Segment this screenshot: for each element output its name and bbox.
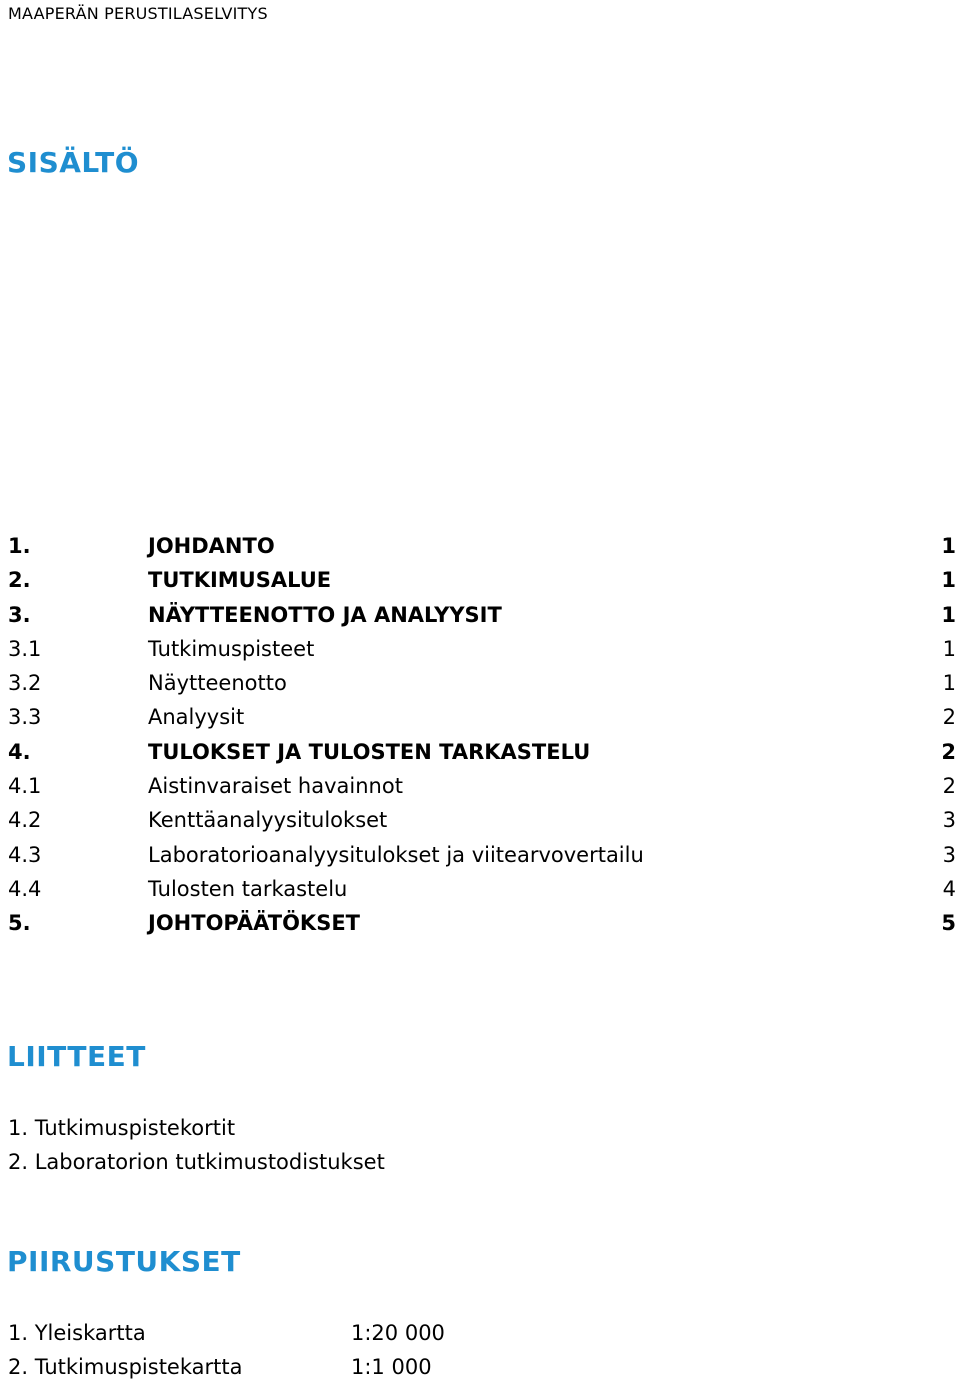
toc-entry-johtopaatokset[interactable] [8, 906, 956, 940]
appendix-item[interactable] [8, 1145, 948, 1179]
appendix-item[interactable] [8, 1111, 948, 1145]
drawing-item-scale: 1:1 000 [351, 1355, 432, 1380]
toc-entry-page: 1 [942, 636, 956, 661]
drawings-list [8, 1316, 948, 1385]
toc-entry-aistinvaraiset-havainnot[interactable] [8, 769, 956, 803]
toc-entry-title: Laboratorioanalyysitulokset ja viitearvovertailu [148, 842, 644, 867]
toc-entry-number: 4.4 [8, 876, 42, 901]
toc-entry-title: Näytteenotto [148, 671, 287, 696]
toc-entry-page: 2 [941, 739, 956, 764]
toc-entry-naytteenotto-ja-analyysit[interactable] [8, 598, 956, 632]
toc-entry-title: TULOKSET JA TULOSTEN TARKASTELU [148, 739, 591, 764]
toc-entry-number: 3.1 [8, 636, 42, 661]
drawing-item[interactable] [8, 1350, 948, 1384]
toc-entry-page: 5 [941, 911, 956, 936]
toc-entry-title: TUTKIMUSALUE [148, 568, 332, 593]
toc-entry-page: 1 [941, 568, 956, 593]
appendices-heading: LIITTEET [7, 1040, 146, 1073]
toc-entry-number: 4.2 [8, 808, 42, 833]
running-header: MAAPERÄN PERUSTILASELVITYS [8, 4, 268, 23]
toc-entry-tulokset[interactable] [8, 735, 956, 769]
toc-entry-title: Analyysit [148, 705, 245, 730]
toc-entry-title: Tutkimuspisteet [148, 636, 315, 661]
toc-entry-title: Aistinvaraiset havainnot [148, 774, 403, 799]
toc-entry-number: 4.3 [8, 842, 42, 867]
toc-entry-page: 1 [942, 671, 956, 696]
toc-entry-tulosten-tarkastelu[interactable] [8, 872, 956, 906]
appendix-item-title: 1. Tutkimuspistekortit [8, 1116, 236, 1140]
drawing-item-title: 1. Yleiskartta [8, 1321, 146, 1345]
toc-entry-number: 2. [8, 568, 31, 593]
contents-heading: SISÄLTÖ [7, 146, 140, 179]
toc-entry-page: 3 [942, 842, 956, 867]
drawing-item-scale: 1:20 000 [351, 1321, 445, 1345]
toc-entry-number: 1. [8, 534, 31, 558]
toc-entry-number: 4. [8, 739, 31, 764]
toc-entry-number: 3.2 [8, 671, 42, 696]
toc-entry-page: 1 [941, 534, 956, 558]
toc-entry-title: Kenttäanalyysitulokset [148, 808, 388, 833]
toc-entry-page: 4 [942, 876, 956, 901]
drawing-item-title: 2. Tutkimuspistekartta [8, 1355, 243, 1380]
toc-entry-title: NÄYTTEENOTTO JA ANALYYSIT [148, 602, 502, 627]
toc-entry-kenttaanalyysitulokset[interactable] [8, 803, 956, 837]
drawing-item[interactable] [8, 1316, 948, 1350]
table-of-contents [8, 529, 956, 941]
drawings-heading: PIIRUSTUKSET [7, 1245, 241, 1278]
toc-entry-analyysit[interactable] [8, 700, 956, 734]
toc-entry-number: 3.3 [8, 705, 42, 730]
toc-entry-johdanto[interactable] [8, 529, 956, 563]
toc-entry-number: 5. [8, 911, 31, 936]
toc-entry-laboratorioanalyysitulokset[interactable] [8, 838, 956, 872]
toc-entry-number: 4.1 [8, 774, 42, 799]
toc-entry-page: 2 [942, 774, 956, 799]
toc-entry-tutkimuspisteet[interactable] [8, 632, 956, 666]
appendix-item-title: 2. Laboratorion tutkimustodistukset [8, 1150, 385, 1175]
toc-entry-title: JOHDANTO [148, 534, 275, 558]
toc-entry-number: 3. [8, 602, 31, 627]
toc-entry-page: 1 [941, 602, 956, 627]
toc-entry-tutkimusalue[interactable] [8, 563, 956, 597]
toc-entry-naytteenotto[interactable] [8, 666, 956, 700]
toc-entry-title: Tulosten tarkastelu [148, 876, 348, 901]
toc-entry-page: 2 [942, 705, 956, 730]
toc-entry-page: 3 [942, 808, 956, 833]
appendices-list [8, 1111, 948, 1180]
toc-entry-title: JOHTOPÄÄTÖKSET [148, 911, 360, 936]
